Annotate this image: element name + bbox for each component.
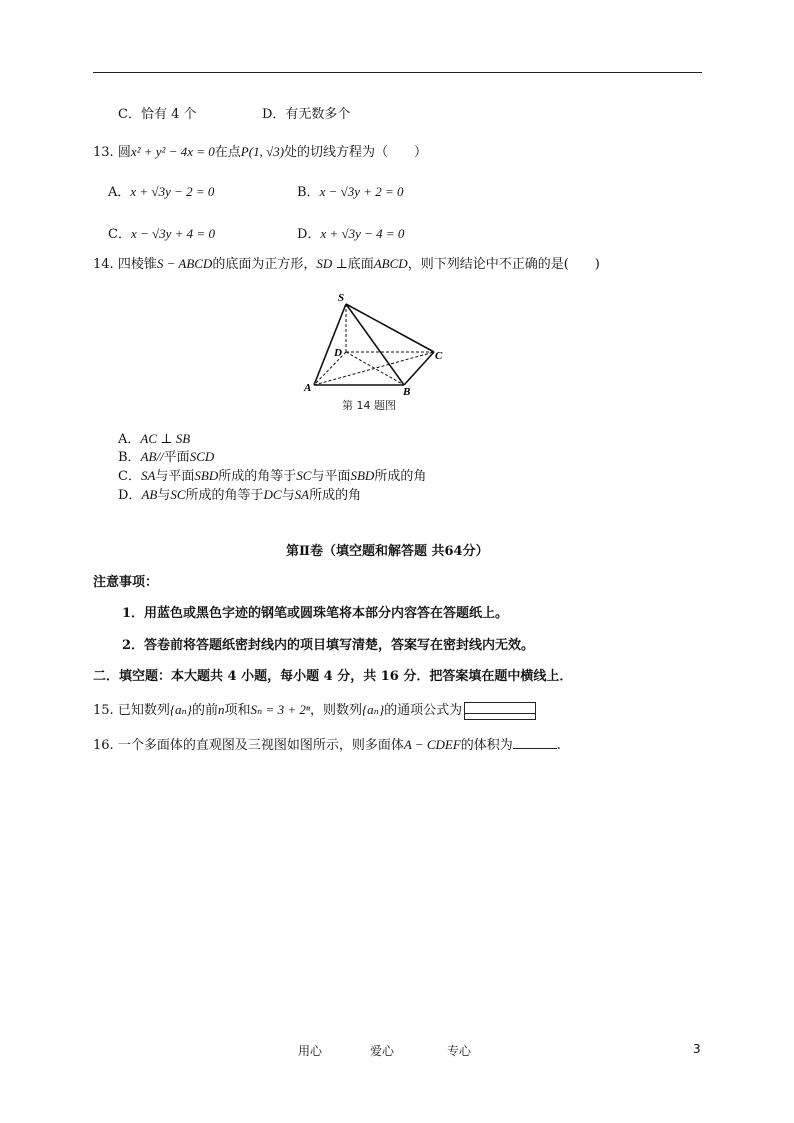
q16 — [93, 734, 561, 753]
header-rule — [93, 72, 702, 73]
q15-text: 的通项公式为 — [384, 703, 463, 718]
option-label: B． — [297, 185, 320, 200]
q13-number: 13. — [93, 145, 114, 160]
vertex-label-a: A — [304, 382, 312, 394]
q15-text: 的前 — [192, 703, 219, 718]
q14-option-b — [118, 446, 214, 465]
q15-n: n — [218, 702, 225, 717]
q15-answer-blank[interactable] — [464, 702, 536, 720]
option-text: 与 — [281, 488, 295, 503]
section-header: 二．填空题：本大题共 4 小题，每小题 4 分，共 16 分．把答案填在题中横线上． — [93, 669, 573, 684]
option-text: 所成的角 — [374, 469, 427, 484]
note-2: 2．答卷前将答题纸密封线内的项目填写清楚，答案写在密封线内无效。 — [122, 638, 535, 653]
q14-perp: SD ⊥ — [316, 256, 348, 271]
option-math: SA — [140, 468, 156, 483]
q14-stem — [93, 253, 600, 272]
q13-stem — [93, 141, 427, 160]
q14-text: 四棱锥 — [117, 257, 157, 272]
option-label: D． — [297, 227, 321, 242]
q13-option-c — [108, 223, 215, 242]
footer-word-3: 专心 — [447, 1044, 472, 1058]
q16-number: 16. — [93, 738, 114, 753]
option-math: SCD — [189, 449, 215, 464]
part2-title: 第Ⅱ卷（填空题和解答题 共64分） — [286, 544, 489, 559]
option-math: DC — [263, 487, 282, 502]
option-text: 与平面 — [311, 469, 351, 484]
q13-point: P(1, √3) — [240, 144, 285, 159]
q13-equation: x² + y² − 4x = 0 — [130, 144, 215, 159]
option-label: B． — [118, 450, 141, 465]
option-math: SBD — [194, 468, 219, 483]
page-number: 3 — [693, 1042, 701, 1056]
q15-seq: {aₙ} — [361, 702, 385, 717]
q16-text: 一个多面体的直观图及三视图如图所示，则多面体 — [117, 738, 404, 753]
option-text: 与平面 — [155, 469, 195, 484]
q13-text: 圆 — [117, 145, 131, 160]
q14-base: ABCD — [373, 256, 408, 271]
q15-text: 项和 — [224, 703, 251, 718]
q13-option-a — [108, 181, 214, 200]
option-math: AB// — [140, 449, 164, 464]
figure-caption: 第 14 题图 — [342, 399, 396, 412]
option-text: x − √3y + 4 = 0 — [130, 226, 215, 241]
option-label: C． — [108, 227, 131, 242]
option-text: x − √3y + 2 = 0 — [319, 184, 404, 199]
option-label: D． — [118, 488, 142, 503]
q14-text: 的底面为正方形， — [212, 257, 317, 272]
q16-text: . — [556, 738, 561, 753]
q13-option-d — [297, 223, 404, 242]
option-text: 所成的角等于 — [218, 469, 297, 484]
notes-title: 注意事项： — [93, 575, 159, 590]
option-text: AC ⊥ SB — [140, 431, 191, 446]
q12-option-c: C．恰有 4 个 — [118, 107, 197, 122]
note-1: 1．用蓝色或黑色字迹的钢笔或圆珠笔将本部分内容答在答题纸上。 — [122, 606, 509, 621]
option-label: A． — [108, 185, 131, 200]
q16-text: 的体积为 — [460, 738, 513, 753]
vertex-label-c: C — [435, 350, 443, 362]
option-math: SC — [170, 487, 186, 502]
footer-word-1: 用心 — [298, 1044, 323, 1058]
footer-word-2: 爱心 — [370, 1044, 395, 1058]
q15-text: ，则数列 — [309, 703, 362, 718]
q14-number: 14. — [93, 257, 114, 272]
option-text: 平面 — [163, 450, 190, 465]
q12-option-d: D．有无数多个 — [262, 107, 351, 122]
vertex-label-d: D — [334, 347, 342, 359]
q14-option-c — [118, 465, 426, 484]
option-text: 所成的角 — [309, 488, 362, 503]
q15-number: 15. — [93, 703, 114, 718]
q14-text: ，则下列结论中不正确的是( ) — [407, 257, 600, 272]
q13-text: 在点 — [214, 145, 241, 160]
option-math: SBD — [350, 468, 375, 483]
q15-text: 已知数列 — [117, 703, 170, 718]
q14-text: 底面 — [347, 257, 374, 272]
q13-option-b — [297, 181, 404, 200]
q14-option-d — [118, 484, 361, 503]
option-text: x + √3y − 2 = 0 — [130, 184, 215, 199]
q16-solid: A − CDEF — [403, 737, 461, 752]
option-text: x + √3y − 4 = 0 — [320, 226, 405, 241]
q14-solid: S − ABCD — [156, 256, 213, 271]
vertex-label-b: B — [403, 386, 411, 398]
option-math: AB — [141, 487, 158, 502]
vertex-label-s: S — [338, 292, 345, 304]
q15-seq: {aₙ} — [169, 702, 193, 717]
option-text: 与 — [157, 488, 171, 503]
q15-formula: Sₙ = 3 + 2ⁿ — [250, 702, 310, 717]
option-label: A． — [118, 432, 141, 447]
q14-pyramid-figure — [300, 290, 452, 414]
option-text: 所成的角等于 — [185, 488, 264, 503]
q15 — [93, 699, 536, 720]
q13-text: 处的切线方程为（ ） — [284, 145, 428, 160]
q16-answer-blank[interactable] — [513, 736, 557, 749]
q14-option-a — [118, 428, 190, 447]
option-math: SC — [296, 468, 312, 483]
option-label: C． — [118, 469, 141, 484]
option-math: SA — [294, 487, 310, 502]
